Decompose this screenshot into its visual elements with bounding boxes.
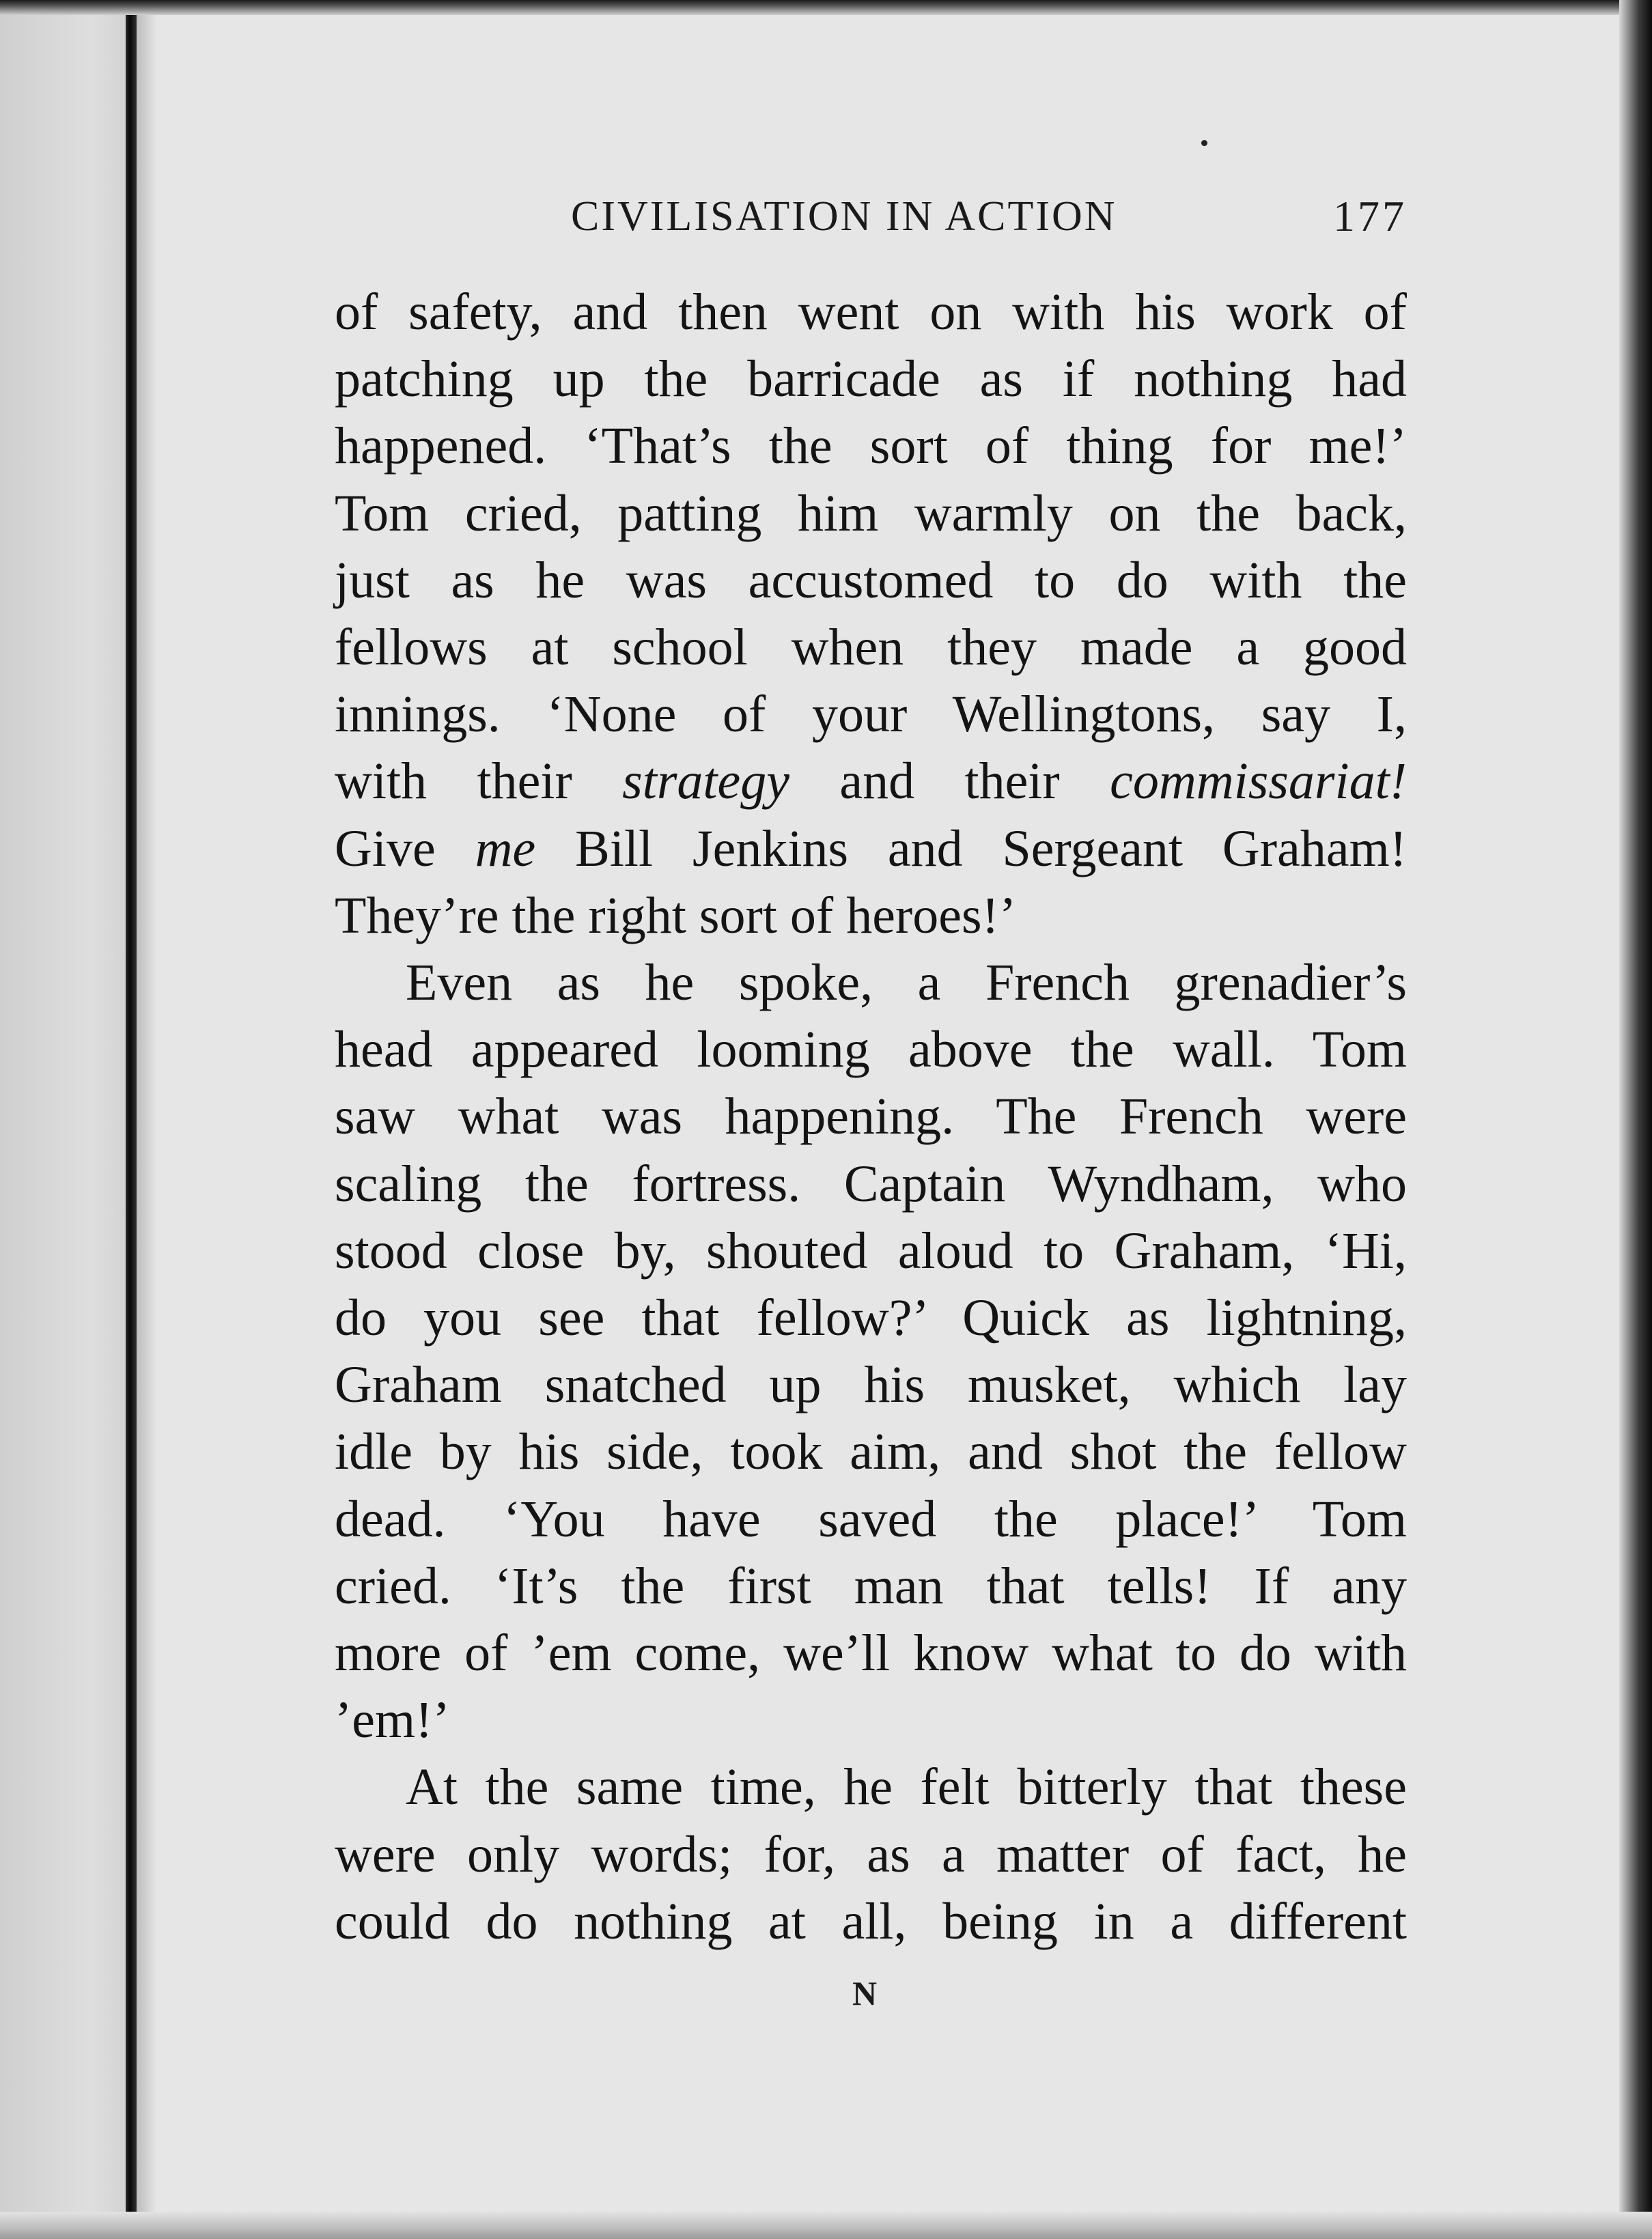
text-line: dead. ‘You have saved the place!’ Tom bbox=[335, 1490, 1407, 1548]
text-line: Graham snatched up his musket, which lay bbox=[335, 1356, 1407, 1414]
text-line: At the same time, he felt bitterly that these bbox=[406, 1758, 1407, 1816]
text-line: could do nothing at all, being in a different bbox=[335, 1892, 1407, 1950]
text-line: cried. ‘It’s the first man that tells! If any bbox=[335, 1557, 1407, 1615]
ink-speck bbox=[1201, 140, 1207, 146]
page-top-edge bbox=[0, 0, 1652, 15]
text-line: patching up the barricade as if nothing had bbox=[335, 350, 1407, 408]
text-line: fellows at school when they made a good bbox=[335, 619, 1407, 677]
running-head bbox=[335, 179, 1407, 261]
book-gutter bbox=[126, 14, 137, 2226]
body-text bbox=[335, 279, 1407, 1955]
gutter-shadow bbox=[137, 14, 157, 2226]
text-line: saw what was happening. The French were bbox=[335, 1088, 1407, 1146]
page-right-edge bbox=[1619, 0, 1652, 2239]
text-line: head appeared looming above the wall. Tom bbox=[335, 1021, 1407, 1079]
page-number: 177 bbox=[1333, 192, 1407, 240]
text-line: Tom cried, patting him warmly on the back, bbox=[335, 484, 1407, 542]
text-line: ’em!’ bbox=[335, 1691, 450, 1749]
running-title: CIVILISATION IN ACTION bbox=[571, 193, 1117, 240]
page-bottom-edge bbox=[0, 2212, 1652, 2239]
text-line: happened. ‘That’s the sort of thing for me!’ bbox=[335, 417, 1407, 475]
text-line: idle by his side, took aim, and shot the fellow bbox=[335, 1423, 1407, 1481]
text-line: were only words; for, as a matter of fact, he bbox=[335, 1825, 1407, 1883]
text-line: innings. ‘None of your Wellingtons, say I, bbox=[335, 686, 1407, 744]
text-line: with their strategy and their commissariat! bbox=[335, 752, 1407, 811]
signature-mark: N bbox=[852, 1974, 878, 2012]
adjacent-page-edge bbox=[0, 0, 130, 2239]
text-line: do you see that fellow?’ Quick as lightning, bbox=[335, 1289, 1407, 1347]
text-line: of safety, and then went on with his work of bbox=[335, 283, 1407, 341]
text-line: Even as he spoke, a French grenadier’s bbox=[406, 954, 1407, 1012]
text-line: Give me Bill Jenkins and Sergeant Graham! bbox=[335, 819, 1408, 877]
text-line: more of ’em come, we’ll know what to do with bbox=[335, 1624, 1407, 1682]
text-line: scaling the fortress. Captain Wyndham, who bbox=[335, 1155, 1407, 1213]
text-line: just as he was accustomed to do with the bbox=[335, 551, 1407, 609]
text-line: stood close by, shouted aloud to Graham, ‘Hi, bbox=[335, 1222, 1407, 1280]
text-line: They’re the right sort of heroes!’ bbox=[335, 886, 1017, 944]
